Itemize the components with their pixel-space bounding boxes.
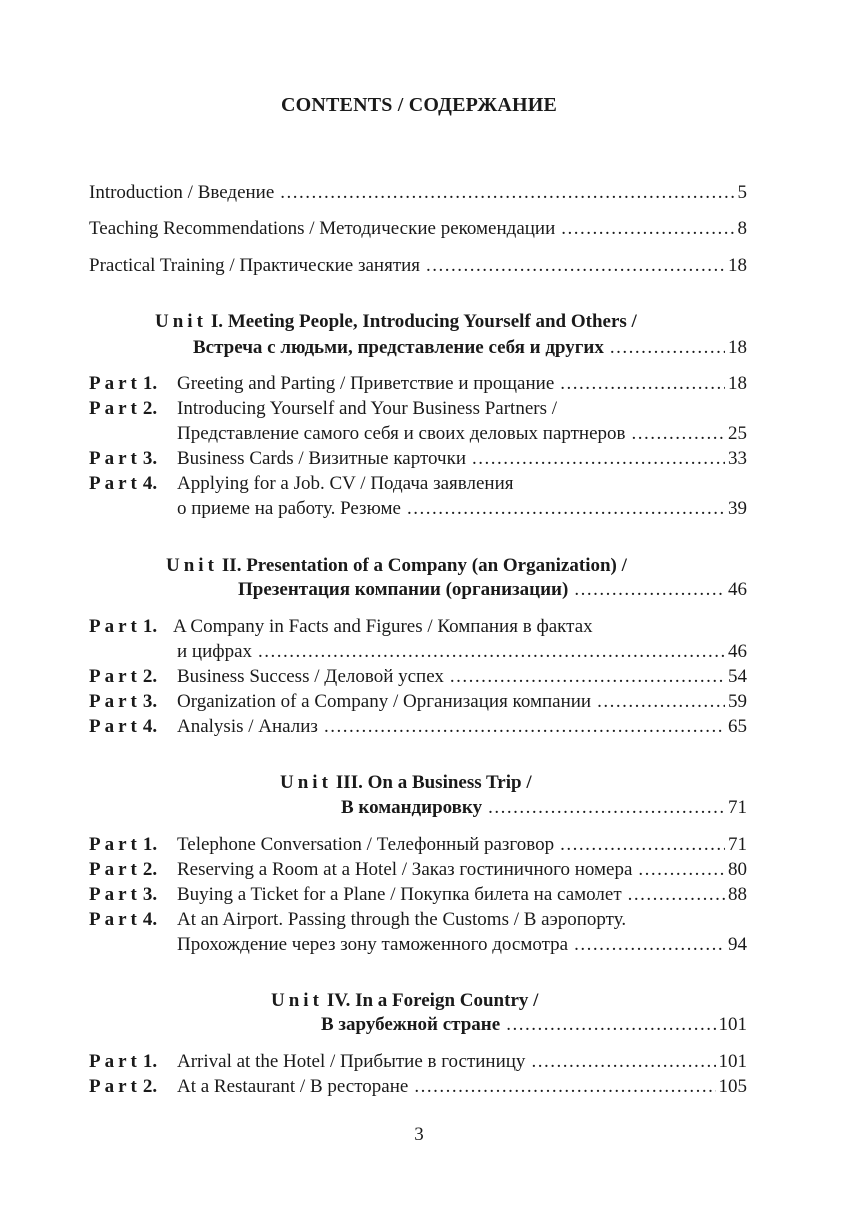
entry-label: Organization of a Company / Организация компании <box>177 691 592 712</box>
entry-page: 46 <box>728 641 747 662</box>
dot-leader <box>488 796 725 820</box>
unit-word: Unit <box>166 555 218 576</box>
entry-page: 65 <box>728 716 747 737</box>
unit-word: Unit <box>280 772 332 793</box>
entry-page: 39 <box>728 498 747 519</box>
entry-page: 80 <box>728 859 747 880</box>
toc-entry-unit-3-part-4-line1[interactable] <box>177 908 626 932</box>
entry-page: 33 <box>728 448 747 469</box>
part-label: Part 4. <box>89 909 158 930</box>
part-label: Part 4. <box>89 473 158 494</box>
unit-4-heading-en: Unit IV. In a Foreign Country / <box>271 990 539 1011</box>
toc-entry-unit-2[interactable] <box>238 578 747 602</box>
unit-heading-ru: В командировку <box>341 797 483 818</box>
entry-label: Teaching Recommendations / Методические рекомендации <box>89 218 556 239</box>
unit-2-heading-en: Unit II. Presentation of a Company (an Organization) / <box>166 555 627 576</box>
toc-entry-teaching-recommendations[interactable] <box>89 217 747 241</box>
unit-heading-ru: В зарубежной стране <box>321 1014 501 1035</box>
toc-entry-unit-3-part-1[interactable] <box>177 833 747 857</box>
entry-page: 101 <box>718 1051 747 1072</box>
toc-entry-unit-2-part-3[interactable] <box>177 690 747 714</box>
part-label: Part 2. <box>89 666 158 687</box>
part-label: Part 1. <box>89 1051 158 1072</box>
entry-page: 8 <box>737 218 747 239</box>
dot-leader <box>414 1075 715 1099</box>
dot-leader <box>628 883 725 907</box>
entry-label: Telephone Conversation / Телефонный разговор <box>177 834 555 855</box>
part-label: Part 2. <box>89 1076 158 1097</box>
toc-entry-introduction[interactable] <box>89 181 747 205</box>
entry-label: Introduction / Введение <box>89 182 275 203</box>
entry-page: 101 <box>718 1014 747 1035</box>
entry-page: 88 <box>728 884 747 905</box>
entry-label: Practical Training / Практические занятия <box>89 255 421 276</box>
entry-page: 18 <box>728 337 747 358</box>
part-label: Part 1. <box>89 834 158 855</box>
part-label: Part 1. <box>89 616 158 637</box>
toc-entry-unit-1-part-1[interactable] <box>177 372 747 396</box>
entry-page: 18 <box>728 255 747 276</box>
dot-leader <box>258 640 725 664</box>
toc-entry-unit-2-part-4[interactable] <box>177 715 747 739</box>
toc-entry-unit-2-part-1[interactable] <box>177 640 747 664</box>
entry-page: 105 <box>718 1076 747 1097</box>
toc-entry-unit-1[interactable] <box>193 336 747 360</box>
unit-1-heading-en: Unit I. Meeting People, Introducing Yourself and Others / <box>155 311 637 332</box>
part-label: Part 3. <box>89 691 158 712</box>
part-label: Part 2. <box>89 859 158 880</box>
entry-label: Introducing Yourself and Your Business Partners / <box>177 398 557 419</box>
entry-page: 5 <box>737 182 747 203</box>
dot-leader <box>426 254 725 278</box>
part-label: Part 1. <box>89 373 158 394</box>
entry-label: Business Success / Деловой успех <box>177 666 444 687</box>
dot-leader <box>561 217 734 241</box>
unit-heading-ru: Презентация компании (организации) <box>238 579 569 600</box>
toc-entry-unit-4[interactable] <box>321 1013 747 1037</box>
entry-page: 46 <box>728 579 747 600</box>
unit-heading-ru: Встреча с людьми, представление себя и других <box>193 337 604 358</box>
page-number: 3 <box>414 1124 424 1145</box>
entry-label: At an Airport. Passing through the Customs / В аэропорту. <box>177 909 627 930</box>
dot-leader <box>472 447 725 471</box>
toc-entry-unit-3-part-3[interactable] <box>177 883 747 907</box>
dot-leader <box>280 181 734 205</box>
dot-leader <box>574 933 725 957</box>
entry-label: Прохождение через зону таможенного досмотра <box>177 934 569 955</box>
entry-label: Greeting and Parting / Приветствие и прощание <box>177 373 555 394</box>
entry-page: 25 <box>728 423 747 444</box>
part-label: Part 2. <box>89 398 158 419</box>
entry-label: At a Restaurant / В ресторане <box>177 1076 409 1097</box>
entry-page: 71 <box>728 834 747 855</box>
entry-label: Arrival at the Hotel / Прибытие в гостиницу <box>177 1051 526 1072</box>
toc-entry-unit-4-part-2[interactable] <box>177 1075 747 1099</box>
entry-page: 54 <box>728 666 747 687</box>
entry-page: 18 <box>728 373 747 394</box>
dot-leader <box>506 1013 715 1037</box>
toc-entry-unit-1-part-4[interactable] <box>177 497 747 521</box>
toc-entry-practical-training[interactable] <box>89 254 747 278</box>
toc-entry-unit-1-part-4-line1[interactable] <box>177 472 513 496</box>
entry-label: Applying for a Job. CV / Подача заявления <box>177 473 514 494</box>
entry-page: 94 <box>728 934 747 955</box>
unit-3-heading-en: Unit III. On a Business Trip / <box>280 772 532 793</box>
toc-entry-unit-3-part-2[interactable] <box>177 858 747 882</box>
dot-leader <box>450 665 725 689</box>
unit-word: Unit <box>155 311 207 332</box>
dot-leader <box>597 690 725 714</box>
dot-leader <box>407 497 725 521</box>
toc-entry-unit-1-part-2-line1[interactable] <box>177 397 557 421</box>
entry-label: Представление самого себя и своих деловых партнеров <box>177 423 626 444</box>
part-label: Part 3. <box>89 884 158 905</box>
toc-title: CONTENTS / СОДЕРЖАНИЕ <box>280 94 558 116</box>
toc-entry-unit-1-part-3[interactable] <box>177 447 747 471</box>
entry-label: Buying a Ticket for a Plane / Покупка билета на самолет <box>177 884 622 905</box>
entry-label: Reserving a Room at a Hotel / Заказ гостиничного номера <box>177 859 633 880</box>
toc-entry-unit-2-part-1-line1[interactable] <box>173 615 593 639</box>
dot-leader <box>574 578 725 602</box>
entry-page: 71 <box>728 797 747 818</box>
entry-label: о приеме на работу. Резюме <box>177 498 401 519</box>
toc-entry-unit-1-part-2[interactable] <box>177 422 747 446</box>
dot-leader <box>610 336 725 360</box>
entry-label: Analysis / Анализ <box>177 716 318 737</box>
entry-label: A Company in Facts and Figures / Компания в фактах <box>173 616 593 637</box>
entry-label: и цифрах <box>177 641 252 662</box>
dot-leader <box>638 858 725 882</box>
unit-word: Unit <box>271 990 323 1011</box>
dot-leader <box>560 372 725 396</box>
part-label: Part 4. <box>89 716 158 737</box>
dot-leader <box>531 1050 715 1074</box>
entry-page: 59 <box>728 691 747 712</box>
part-label: Part 3. <box>89 448 158 469</box>
dot-leader <box>632 422 725 446</box>
dot-leader <box>324 715 725 739</box>
entry-label: Business Cards / Визитные карточки <box>177 448 466 469</box>
toc-entry-unit-3[interactable] <box>341 796 747 820</box>
toc-entry-unit-4-part-1[interactable] <box>177 1050 747 1074</box>
dot-leader <box>560 833 725 857</box>
toc-entry-unit-2-part-2[interactable] <box>177 665 747 689</box>
toc-entry-unit-3-part-4[interactable] <box>177 933 747 957</box>
